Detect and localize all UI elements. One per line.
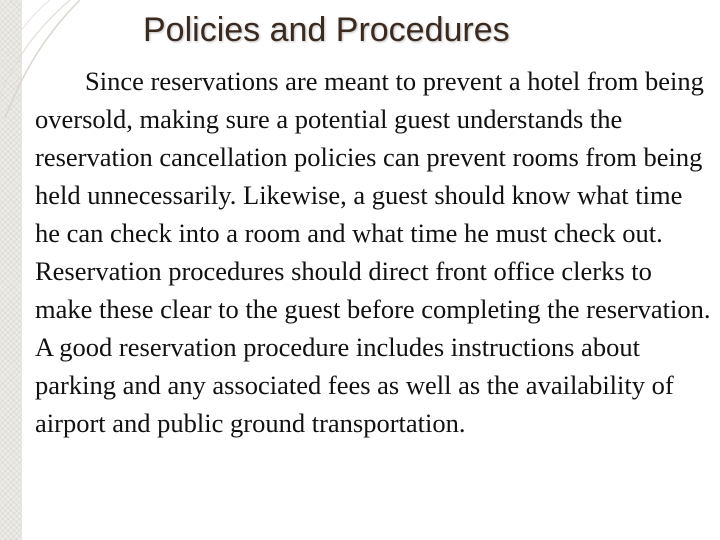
slide-title: Policies and Procedures bbox=[143, 11, 510, 49]
decorative-side-strip bbox=[0, 0, 22, 540]
body-paragraph: Since reservations are meant to prevent a hotel from being oversold, making sure a potential guest understands the reservation cancellation policies can prevent rooms from being held unnecessarily. Likewise, a guest should know what time he can check into a room and what time he must check out. Reservation procedures should direct front office clerks to make these clear to the guest before completing the reservation. A good reservation procedure includes instructions about parking and any associated fees as well as the availability of airport and public ground transportation. bbox=[35, 66, 711, 438]
